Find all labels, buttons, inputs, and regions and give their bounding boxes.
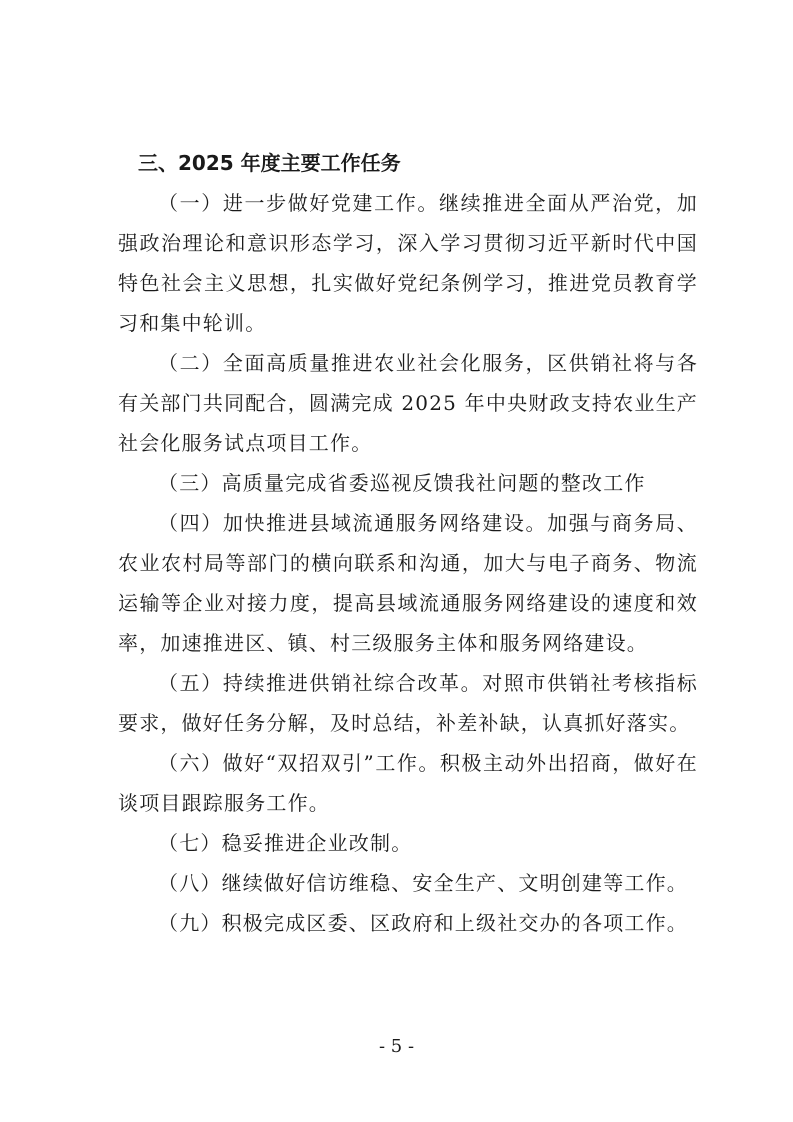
document-body (118, 143, 698, 943)
paragraph-5: （五）持续推进供销社综合改革。对照市供销社考核指标要求，做好任务分解，及时总结，补差补缺，认真抓好落实。 (118, 671, 698, 735)
page-number: - 5 - (378, 1036, 415, 1057)
section-heading: 三、2025 年度主要工作任务 (138, 151, 401, 175)
paragraph-2: （二）全面高质量推进农业社会化服务，区供销社将与各有关部门共同配合，圆满完成 2025 年中央财政支持农业生产社会化服务试点项目工作。 (118, 351, 698, 455)
paragraph-1: （一）进一步做好党建工作。继续推进全面从严治党，加强政治理论和意识形态学习，深入学习贯彻习近平新时代中国特色社会主义思想，扎实做好党纪条例学习，推进党员教育学习和集中轮训。 (118, 191, 698, 335)
paragraph-9: （九）积极完成区委、区政府和上级社交办的各项工作。 (158, 911, 688, 935)
paragraph-3: （三）高质量完成省委巡视反馈我社问题的整改工作 (158, 471, 646, 495)
paragraph-4: （四）加快推进县域流通服务网络建设。加强与商务局、农业农村局等部门的横向联系和沟通，加大与电子商务、物流运输等企业对接力度，提高县域流通服务网络建设的速度和效率，加速推进区、镇、村三级服务主体和服务网络建设。 (118, 511, 698, 655)
paragraph-7: （七）稳妥推进企业改制。 (158, 831, 413, 855)
paragraph-8: （八）继续做好信访维稳、安全生产、文明创建等工作。 (158, 871, 688, 895)
paragraph-6: （六）做好“双招双引”工作。积极主动外出招商，做好在谈项目跟踪服务工作。 (118, 751, 698, 815)
